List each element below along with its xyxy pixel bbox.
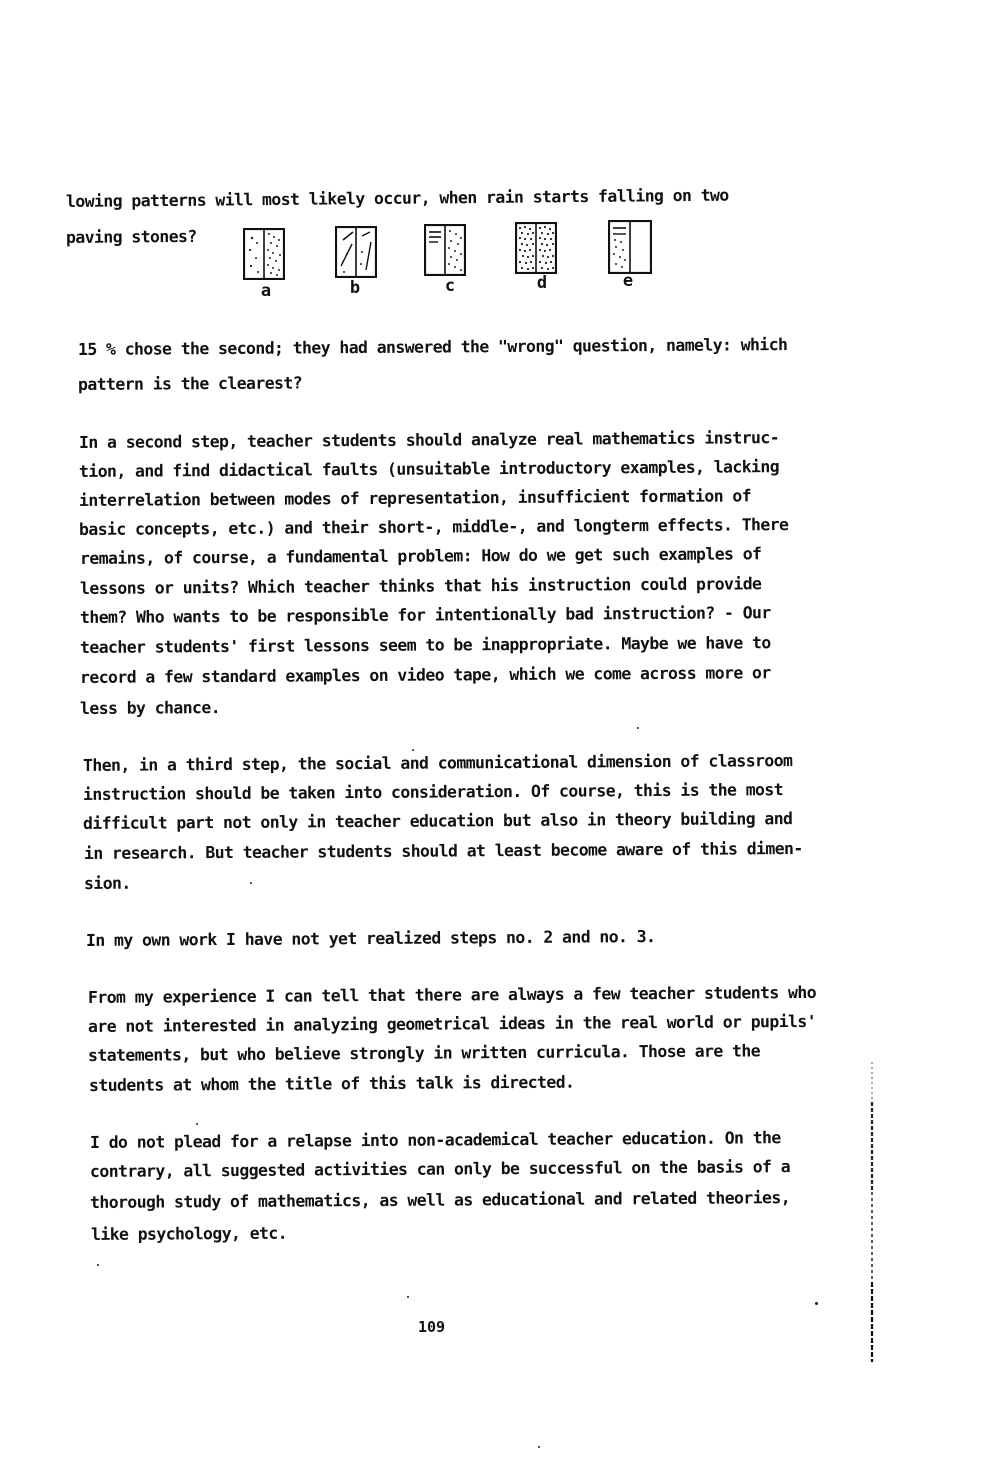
pattern-e-label: e xyxy=(622,271,634,291)
page-number: 109 xyxy=(418,1318,446,1336)
pattern-d-label: d xyxy=(536,273,548,293)
paragraph-line: instruction should be taken into consideration. Of course, this is the most xyxy=(82,780,784,804)
paragraph-line: thorough study of mathematics, as well as educational and related theories, xyxy=(89,1188,791,1212)
paragraph-line: record a few standard examples on video tape, which we come across more or xyxy=(79,663,771,687)
paragraph-line: remains, of course, a fundamental problem: How do we get such examples of xyxy=(79,544,762,568)
scan-speck xyxy=(196,1123,198,1125)
intro-line-2: paving stones? xyxy=(65,226,197,247)
paragraph-line: basic concepts, etc.) and their short-, middle-, and longterm effects. There xyxy=(78,515,789,539)
scan-speck xyxy=(637,727,639,729)
scan-margin-rule xyxy=(870,1062,874,1362)
pattern-e-image xyxy=(608,220,650,272)
paragraph-line: In a second step, teacher students should analyze real mathematics instruc- xyxy=(78,428,780,452)
paragraph-line: teacher students' first lessons seem to be inappropriate. Maybe we have to xyxy=(79,633,771,657)
paragraph-line: are not interested in analyzing geometrical ideas in the real world or pupils' xyxy=(87,1011,817,1036)
paragraph-line: in research. But teacher students should at least become aware of this dimen- xyxy=(83,838,803,863)
paragraph-line: lessons or units? Which teacher thinks that his instruction could provide xyxy=(79,574,762,598)
pattern-d-image xyxy=(515,222,557,274)
paragraph-line: interrelation between modes of representation, insufficient formation of xyxy=(78,486,752,510)
paragraph-line: students at whom the title of this talk is directed. xyxy=(88,1072,575,1095)
paragraph-line: tion, and find didactical faults (unsuitable introductory examples, lacking xyxy=(78,457,780,481)
scan-speck xyxy=(412,749,414,751)
intro-line-1: lowing patterns will most likely occur, when rain starts falling on two xyxy=(65,185,729,211)
paragraph-line: sion. xyxy=(83,873,131,893)
scan-speck xyxy=(815,1302,818,1305)
paragraph-line: less by chance. xyxy=(79,698,221,718)
rain-pattern-figure xyxy=(0,0,1000,300)
scan-speck xyxy=(407,1296,409,1298)
paragraph-line: pattern is the clearest? xyxy=(77,373,303,394)
pattern-c-image xyxy=(424,224,466,276)
pattern-b-label: b xyxy=(349,278,361,298)
scan-speck xyxy=(97,1264,99,1266)
paragraph-line: 15 % chose the second; they had answered the "wrong" question, namely: which xyxy=(77,335,788,359)
paragraph-line: I do not plead for a relapse into non-academical teacher education. On the xyxy=(89,1128,781,1152)
paragraph-line: difficult part not only in teacher education but also in theory building and xyxy=(82,809,793,833)
scan-speck xyxy=(538,1446,540,1448)
paragraph-line: Then, in a third step, the social and communicational dimension of classroom xyxy=(82,751,793,775)
pattern-a-image xyxy=(243,228,285,280)
paragraph-line: statements, but who believe strongly in written curricula. Those are the xyxy=(87,1041,761,1065)
pattern-a-label: a xyxy=(260,281,272,301)
paragraph-line: like psychology, etc. xyxy=(90,1223,288,1244)
pattern-c-label: c xyxy=(444,276,456,296)
paragraph-line: contrary, all suggested activities can only be successful on the basis of a xyxy=(89,1157,791,1181)
scan-speck xyxy=(250,882,252,884)
paragraph-line: From my experience I can tell that there are always a few teacher students who xyxy=(87,982,817,1007)
paragraph-line: them? Who wants to be responsible for intentionally bad instruction? - Our xyxy=(79,603,771,627)
pattern-b-image xyxy=(335,226,377,278)
paragraph-line: In my own work I have not yet realized steps no. 2 and no. 3. xyxy=(85,927,656,950)
